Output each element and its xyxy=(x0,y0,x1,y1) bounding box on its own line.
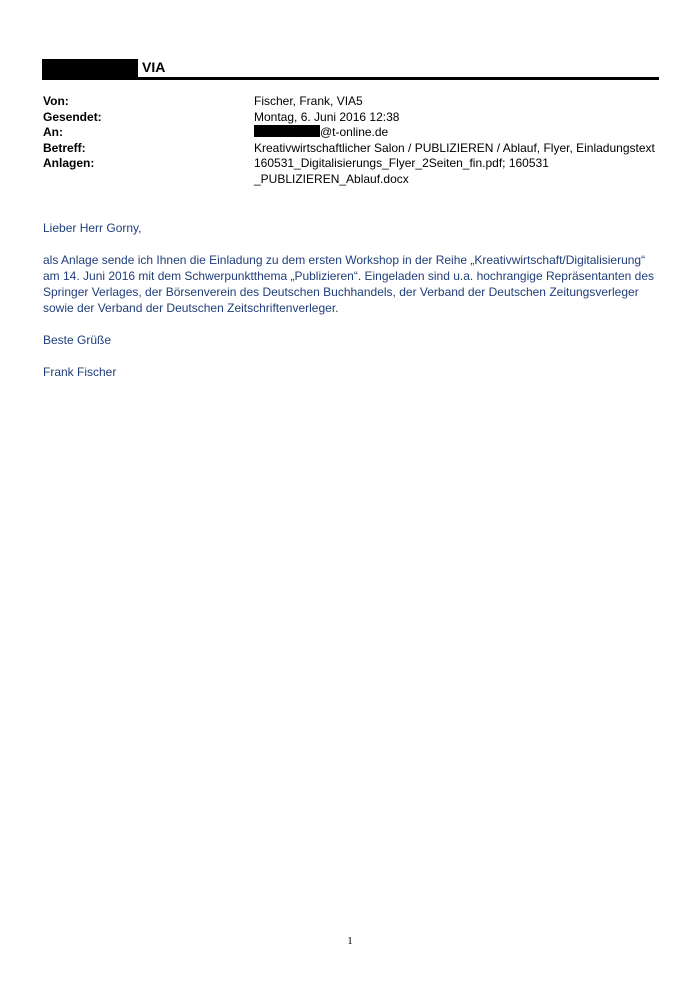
from-row xyxy=(43,94,663,110)
page-number: 1 xyxy=(347,935,353,947)
subject-row xyxy=(43,141,663,157)
sender-org: VIA xyxy=(142,59,166,75)
from-value: Fischer, Frank, VIA5 xyxy=(254,94,363,108)
sent-row xyxy=(43,110,663,126)
header-rule xyxy=(42,77,659,80)
attachments-line-2: _PUBLIZIEREN_Ablauf.docx xyxy=(254,171,409,186)
to-domain: @t-online.de xyxy=(320,125,389,139)
from-label: Von: xyxy=(43,94,69,108)
to-value xyxy=(254,125,663,141)
subject-label: Betreff: xyxy=(43,140,86,155)
email-metadata xyxy=(43,94,663,187)
attachments-label: Anlagen: xyxy=(43,156,95,170)
redaction-block xyxy=(254,125,320,137)
body-paragraph: als Anlage sende ich Ihnen die Einladung zu dem ersten Workshop in der Reihe „Kreativwirtschaft/Digitalisierung“ am 14. Juni 2016 mit dem Schwerpunktthema „Publizieren“. Eingeladen sind u.a. hochrangige Repräsentanten des Springer Verlages, der Börsenverein des Deutschen Buchhandels, der Verband der Deutschen Zeitungsverleger sowie der Verband der Deutschen Zeitschriftenverleger. xyxy=(43,253,655,315)
attachments-line-1: 160531_Digitalisierungs_Flyer_2Seiten_fin.pdf; 160531 xyxy=(254,156,549,170)
email-header-bar xyxy=(42,58,659,80)
redaction-block xyxy=(42,59,138,77)
closing: Beste Grüße xyxy=(43,333,112,347)
sent-label: Gesendet: xyxy=(43,109,102,124)
salutation: Lieber Herr Gorny, xyxy=(43,221,142,235)
sent-value: Montag, 6. Juni 2016 12:38 xyxy=(254,109,400,124)
subject-value: Kreativwirtschaftlicher Salon / PUBLIZIEREN / Ablauf, Flyer, Einladungstext xyxy=(254,140,655,155)
attachments-value xyxy=(254,156,663,187)
to-row xyxy=(43,125,663,141)
signature: Frank Fischer xyxy=(43,365,117,379)
email-body xyxy=(43,220,658,396)
attachments-row xyxy=(43,156,663,187)
to-label: An: xyxy=(43,125,63,139)
